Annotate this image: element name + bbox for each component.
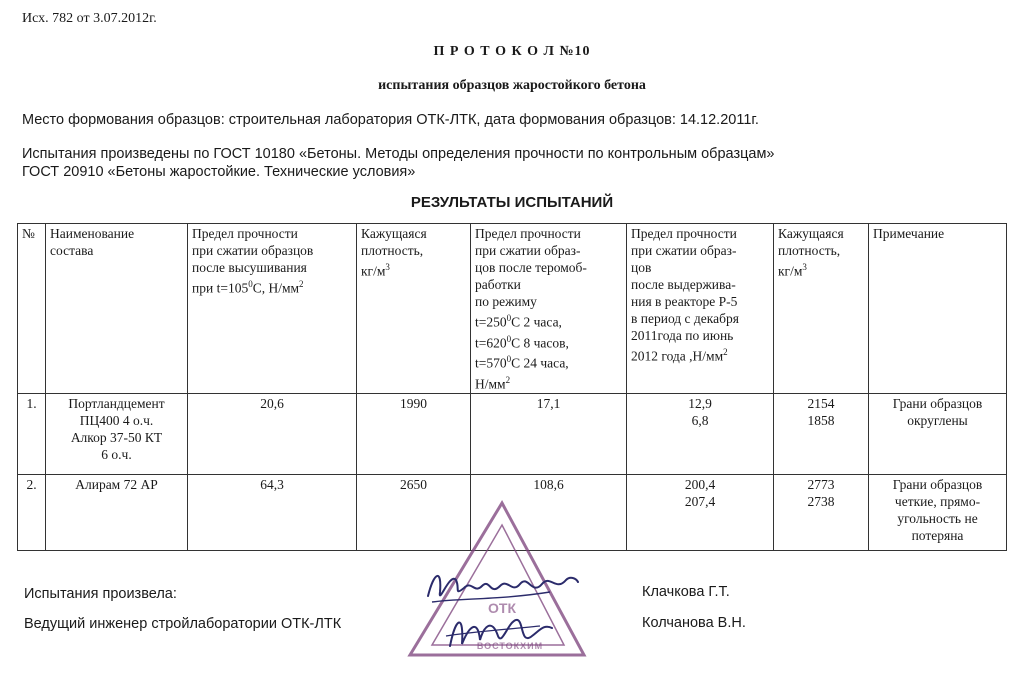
protocol-subtitle: испытания образцов жаростойкого бетона [378,78,646,93]
protocol-title: П Р О Т О К О Л №10 [433,44,591,59]
standards-line-2: ГОСТ 20910 «Бетоны жаростойкие. Технические условия» [22,164,416,180]
header-note: Примечание [869,224,1007,394]
header-number: № [18,224,46,394]
cell-density-1: 2650 [357,475,471,551]
header-strength-heat: Предел прочности при сжатии образ- цов после теромоб- работки по режиму $t=250^0С$ 2 часа, $t=620^0С$ 8 часов, $t=570^0С$ 24 часа, $Н/мм^2$ [471,224,627,394]
cell-density-2: 2154 1858 [774,394,869,475]
engineer-name: Колчанова В.Н. [642,615,746,631]
table-header-row [18,224,1007,394]
stamp-center-text: ОТК [488,600,516,616]
reference-number: Исх. 782 от 3.07.2012г. [22,11,157,26]
cell-note: Грани образцов четкие, прямо- угольность не потеряна [869,475,1007,551]
tested-by-label: Испытания произвела: [24,586,177,602]
tested-by-name: Клачкова Г.Т. [642,584,730,600]
cell-density-1: 1990 [357,394,471,475]
results-heading: РЕЗУЛЬТАТЫ ИСПЫТАНИЙ [410,194,614,211]
cell-composition: Алирам 72 АР [46,475,188,551]
engineer-label: Ведущий инженер стройлаборатории ОТК-ЛТК [24,616,342,632]
molding-place-line: Место формования образцов: строительная лаборатория ОТК-ЛТК, дата формования образцов: 14.12.2011г. [22,112,759,128]
standards-line-1: Испытания произведены по ГОСТ 10180 «Бетоны. Методы определения прочности по контрольным образцам» [22,146,775,162]
cell-number: 1. [18,394,46,475]
table-row [18,394,1007,475]
cell-composition: Портландцемент ПЦ400 4 о.ч. Алкор 37-50 КТ 6 о.ч. [46,394,188,475]
cell-strength-reactor: 200,4 207,4 [627,475,774,551]
header-strength-dry: Предел прочности при сжатии образцов после высушивания при $t=105^0С$, $Н/мм^2$ [188,224,357,394]
cell-number: 2. [18,475,46,551]
signature-kolchanova [440,606,560,656]
cell-note: Грани образцов округлены [869,394,1007,475]
header-density-2: Кажущаяся плотность, $кг/м^3$ [774,224,869,394]
cell-strength-dry: 20,6 [188,394,357,475]
cell-strength-reactor: 12,9 6,8 [627,394,774,475]
cell-strength-heat: 17,1 [471,394,627,475]
header-composition: Наименование состава [46,224,188,394]
cell-strength-heat: 108,6 [471,475,627,551]
header-strength-reactor: Предел прочности при сжатии образ- цов после выдержива- ния в реакторе Р-5 в период с декабря 2011года по июнь 2012 года $,Н/мм^2$ [627,224,774,394]
cell-strength-dry: 64,3 [188,475,357,551]
header-density-1: Кажущаяся плотность, $кг/м^3$ [357,224,471,394]
signature-klachkova [420,562,585,612]
cell-density-2: 2773 2738 [774,475,869,551]
stamp-bottom-text: ВОСТОКХИМ [476,641,544,651]
